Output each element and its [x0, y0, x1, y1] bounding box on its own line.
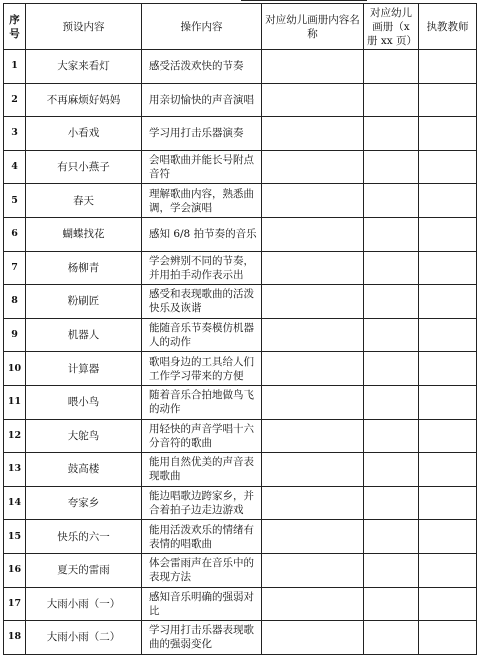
- header-book: 对应幼儿画册内容名称: [262, 4, 364, 50]
- header-num: 序号: [4, 4, 26, 50]
- row-title: 大雨小雨（一）: [26, 587, 142, 621]
- row-number: 7: [4, 251, 26, 285]
- table-row: [4, 453, 477, 487]
- row-number: 17: [4, 587, 26, 621]
- row-operation: 学习用打击乐器演奏: [142, 117, 262, 151]
- row-operation: 用轻快的声音学唱十六分音符的歌曲: [142, 419, 262, 453]
- row-title: 计算器: [26, 352, 142, 386]
- row-book-page: [364, 352, 419, 386]
- table-row: [4, 217, 477, 251]
- row-book-page: [364, 117, 419, 151]
- row-operation: 感受活泼欢快的节奏: [142, 50, 262, 84]
- row-teacher: [419, 285, 477, 319]
- row-teacher: [419, 184, 477, 218]
- row-number: 8: [4, 285, 26, 319]
- row-operation: 感知音乐明确的强弱对比: [142, 587, 262, 621]
- table-row: [4, 520, 477, 554]
- row-book-page: [364, 486, 419, 520]
- row-title: 快乐的六一: [26, 520, 142, 554]
- table-row: [4, 419, 477, 453]
- header-teacher: 执教教师: [419, 4, 477, 50]
- row-title: 大家来看灯: [26, 50, 142, 84]
- row-operation: 学会辨别不同的节奏，并用拍手动作表示出: [142, 251, 262, 285]
- row-teacher: [419, 352, 477, 386]
- row-book-page: [364, 251, 419, 285]
- row-teacher: [419, 318, 477, 352]
- row-book-name: [262, 419, 364, 453]
- row-book-name: [262, 251, 364, 285]
- row-title: 大雨小雨（二）: [26, 621, 142, 655]
- row-book-page: [364, 385, 419, 419]
- row-operation: 体会雷雨声在音乐中的表现方法: [142, 553, 262, 587]
- row-teacher: [419, 453, 477, 487]
- row-teacher: [419, 486, 477, 520]
- row-operation: 会唱歌曲并能长号附点音符: [142, 150, 262, 184]
- row-teacher: [419, 520, 477, 554]
- row-number: 4: [4, 150, 26, 184]
- row-book-name: [262, 453, 364, 487]
- row-book-name: [262, 285, 364, 319]
- row-book-name: [262, 217, 364, 251]
- table-row: [4, 318, 477, 352]
- row-book-name: [262, 50, 364, 84]
- row-teacher: [419, 251, 477, 285]
- row-book-name: [262, 150, 364, 184]
- table-row: [4, 117, 477, 151]
- table-row: [4, 285, 477, 319]
- row-teacher: [419, 50, 477, 84]
- row-number: 2: [4, 83, 26, 117]
- row-teacher: [419, 83, 477, 117]
- row-book-page: [364, 419, 419, 453]
- row-operation: 随着音乐合拍地做鸟飞的动作: [142, 385, 262, 419]
- music-lesson-table: [3, 3, 477, 655]
- row-book-name: [262, 117, 364, 151]
- row-book-page: [364, 217, 419, 251]
- row-title: 喂小鸟: [26, 385, 142, 419]
- row-book-page: [364, 520, 419, 554]
- row-book-page: [364, 587, 419, 621]
- top-rule: [241, 0, 367, 1]
- header-page: 对应幼儿画册（x 册 xx 页）: [364, 4, 419, 50]
- row-book-page: [364, 83, 419, 117]
- row-book-name: [262, 318, 364, 352]
- row-operation: 能边唱歌边跨家乡，并合着拍子边走边游戏: [142, 486, 262, 520]
- row-book-name: [262, 352, 364, 386]
- table-row: [4, 150, 477, 184]
- row-teacher: [419, 553, 477, 587]
- row-number: 12: [4, 419, 26, 453]
- table-row: [4, 251, 477, 285]
- table-row: [4, 385, 477, 419]
- row-teacher: [419, 117, 477, 151]
- row-number: 16: [4, 553, 26, 587]
- table-row: [4, 184, 477, 218]
- row-book-page: [364, 50, 419, 84]
- row-operation: 能随音乐节奏模仿机器人的动作: [142, 318, 262, 352]
- row-number: 1: [4, 50, 26, 84]
- row-book-page: [364, 621, 419, 655]
- table-row: [4, 553, 477, 587]
- row-book-name: [262, 486, 364, 520]
- row-book-page: [364, 318, 419, 352]
- header-op: 操作内容: [142, 4, 262, 50]
- row-title: 有只小燕子: [26, 150, 142, 184]
- row-number: 15: [4, 520, 26, 554]
- row-book-name: [262, 83, 364, 117]
- row-number: 10: [4, 352, 26, 386]
- row-teacher: [419, 385, 477, 419]
- row-title: 粉刷匠: [26, 285, 142, 319]
- row-operation: 学习用打击乐器表现歌曲的强弱变化: [142, 621, 262, 655]
- row-book-name: [262, 621, 364, 655]
- row-title: 夏天的雷雨: [26, 553, 142, 587]
- row-title: 小看戏: [26, 117, 142, 151]
- table-row: [4, 352, 477, 386]
- row-number: 13: [4, 453, 26, 487]
- row-title: 蝴蝶找花: [26, 217, 142, 251]
- table-row: [4, 587, 477, 621]
- row-number: 9: [4, 318, 26, 352]
- row-number: 18: [4, 621, 26, 655]
- row-book-name: [262, 587, 364, 621]
- row-title: 春天: [26, 184, 142, 218]
- row-book-name: [262, 184, 364, 218]
- row-operation: 感知 6/8 拍节奏的音乐: [142, 217, 262, 251]
- row-book-page: [364, 184, 419, 218]
- row-teacher: [419, 217, 477, 251]
- row-book-name: [262, 553, 364, 587]
- table-row: [4, 50, 477, 84]
- row-number: 3: [4, 117, 26, 151]
- row-number: 6: [4, 217, 26, 251]
- row-book-name: [262, 385, 364, 419]
- row-book-page: [364, 285, 419, 319]
- row-operation: 用亲切愉快的声音演唱: [142, 83, 262, 117]
- table-row: [4, 83, 477, 117]
- row-operation: 感受和表现歌曲的活泼快乐及诙谐: [142, 285, 262, 319]
- row-title: 鼓高楼: [26, 453, 142, 487]
- row-title: 大鸵鸟: [26, 419, 142, 453]
- header-row: [4, 4, 477, 50]
- row-book-name: [262, 520, 364, 554]
- row-operation: 歌唱身边的工具给人们工作学习带来的方便: [142, 352, 262, 386]
- row-book-page: [364, 150, 419, 184]
- table-row: [4, 486, 477, 520]
- row-title: 机器人: [26, 318, 142, 352]
- row-book-page: [364, 553, 419, 587]
- table-row: [4, 621, 477, 655]
- row-teacher: [419, 587, 477, 621]
- row-title: 夸家乡: [26, 486, 142, 520]
- row-number: 5: [4, 184, 26, 218]
- header-title: 预设内容: [26, 4, 142, 50]
- row-operation: 理解歌曲内容，熟悉曲调，学会演唱: [142, 184, 262, 218]
- row-title: 不再麻烦好妈妈: [26, 83, 142, 117]
- row-operation: 能用活泼欢乐的情绪有表情的唱歌曲: [142, 520, 262, 554]
- row-operation: 能用自然优美的声音表现歌曲: [142, 453, 262, 487]
- row-book-page: [364, 453, 419, 487]
- row-teacher: [419, 419, 477, 453]
- row-teacher: [419, 621, 477, 655]
- row-number: 14: [4, 486, 26, 520]
- row-number: 11: [4, 385, 26, 419]
- row-title: 杨柳青: [26, 251, 142, 285]
- row-teacher: [419, 150, 477, 184]
